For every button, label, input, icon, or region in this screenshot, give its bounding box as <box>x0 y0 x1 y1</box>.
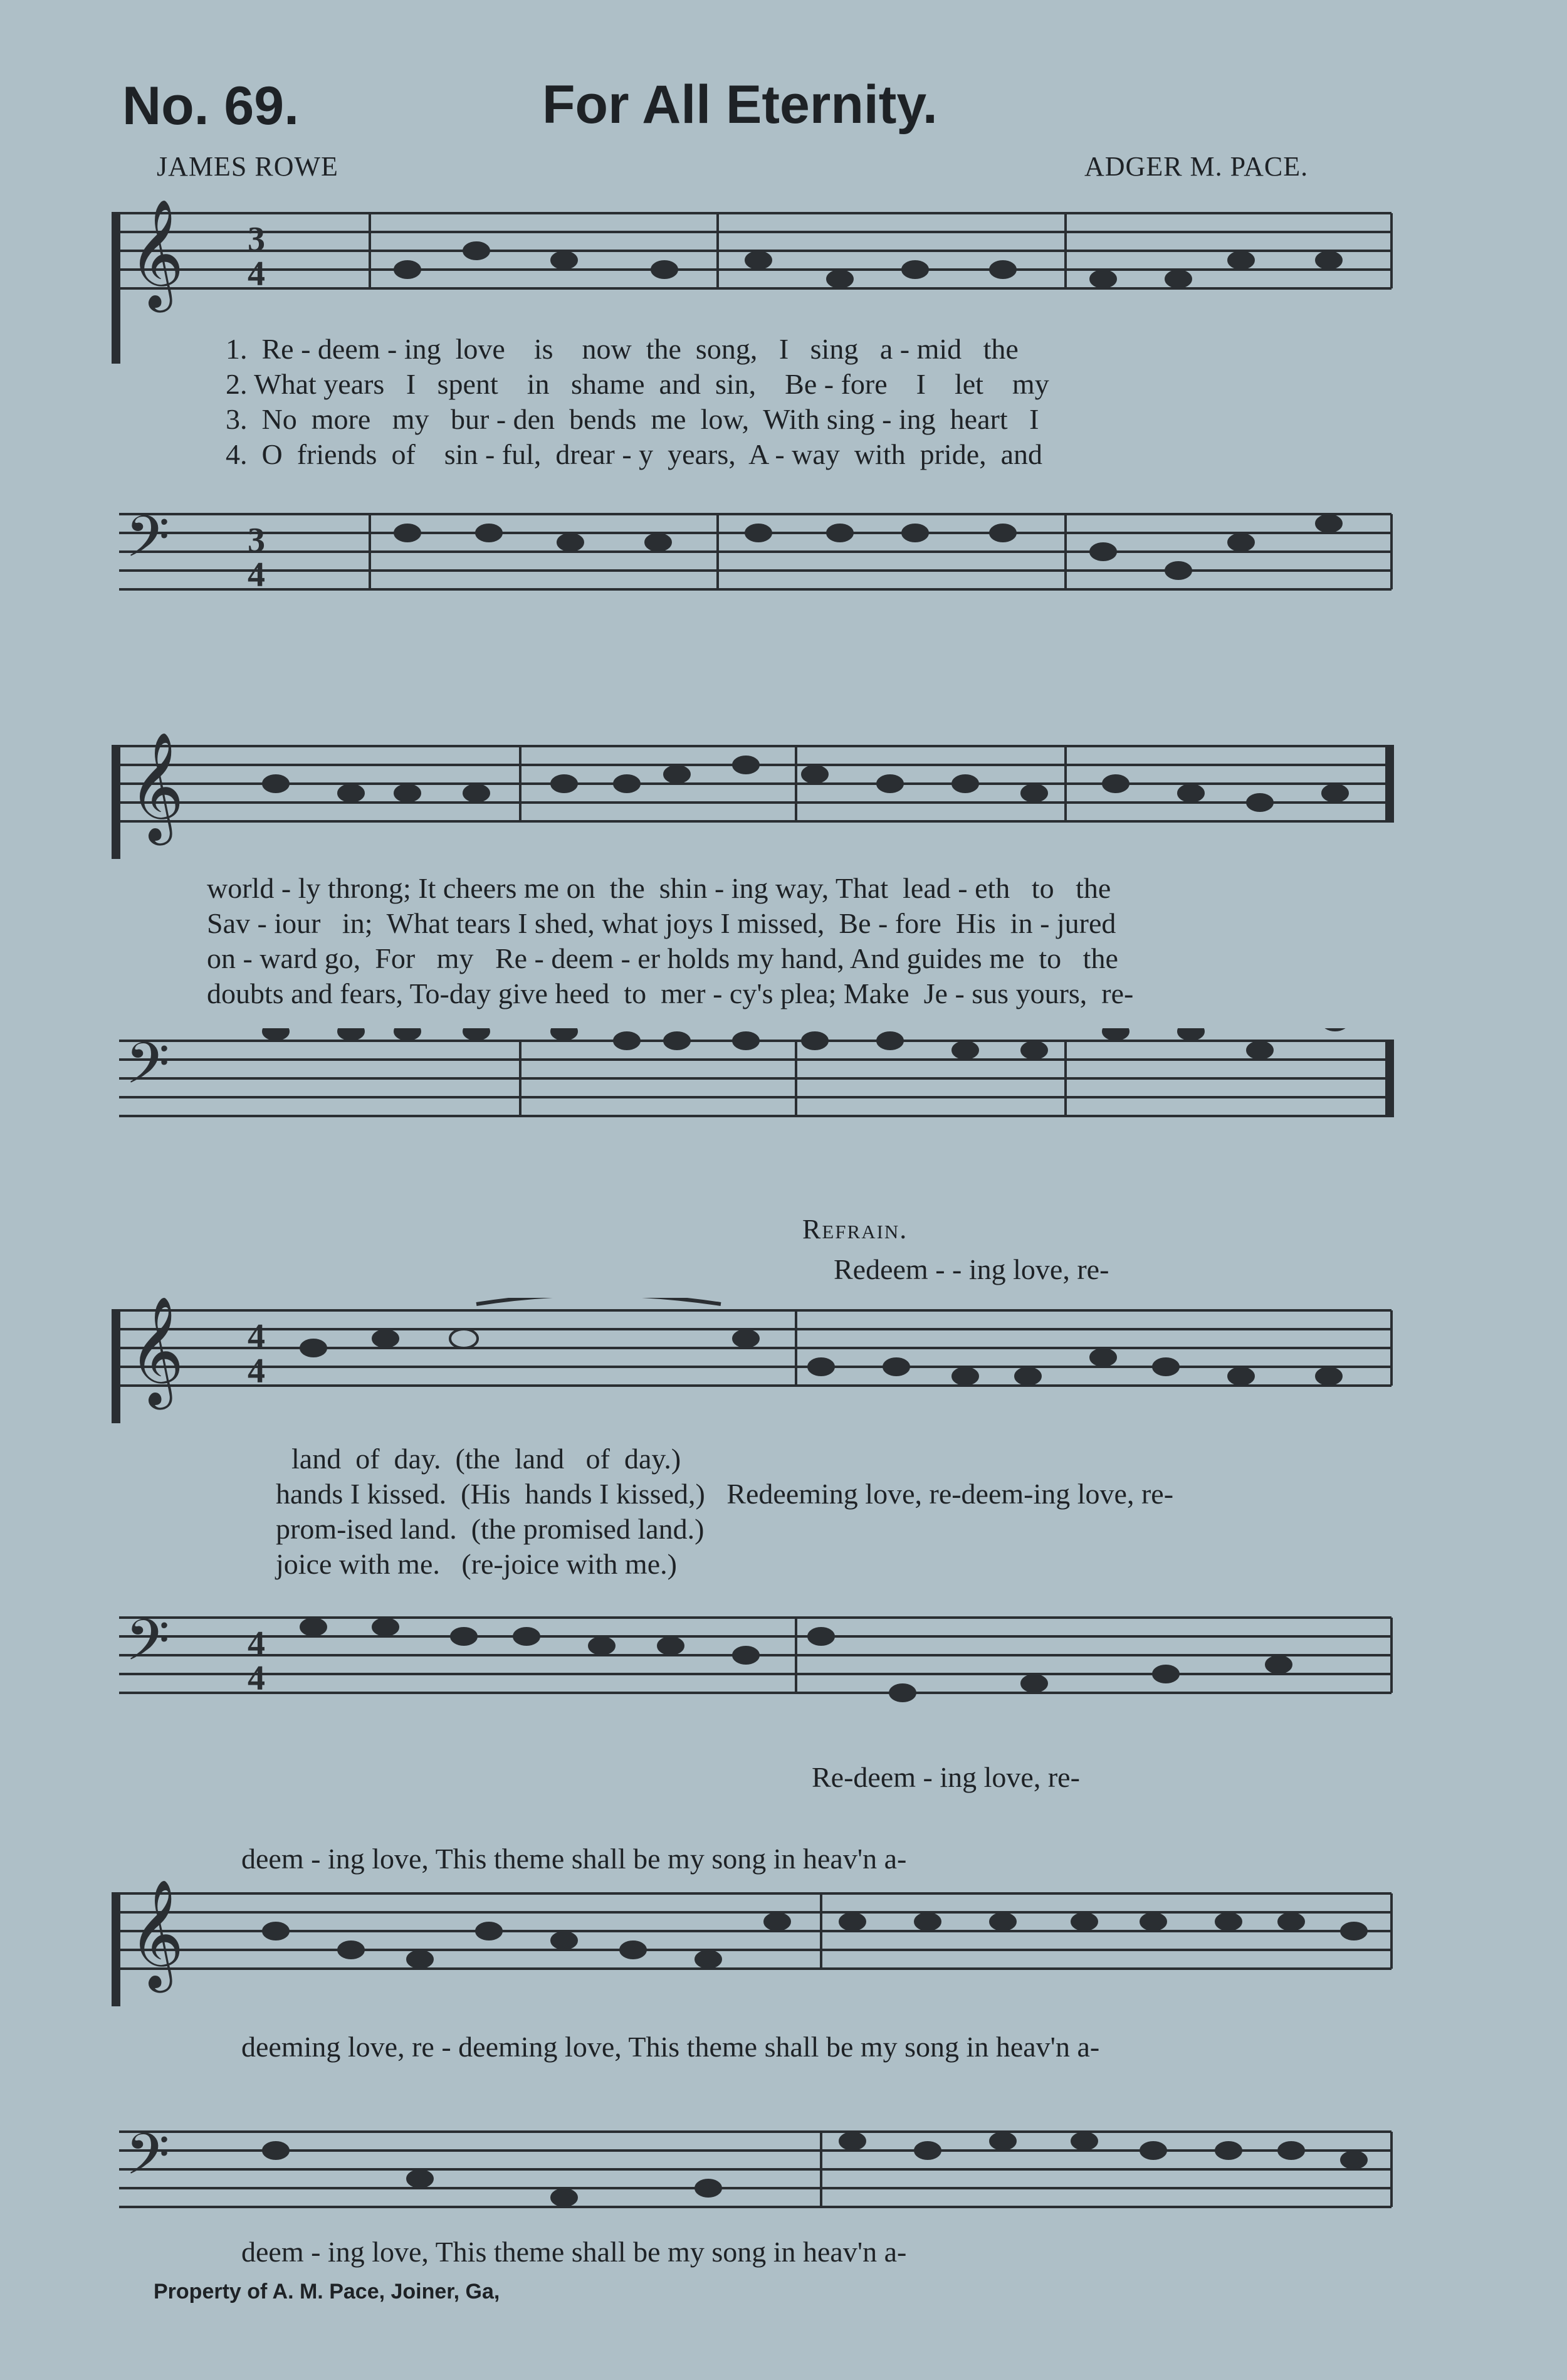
refrain-label: Refrain. <box>802 1214 908 1245</box>
system2-treble-svg <box>0 734 1567 859</box>
system1-verse1: 1. Re - deem - ing love is now the song, I sing a - mid the <box>226 333 1019 365</box>
system3-verse4: joice with me. (re-joice with me.) <box>276 1548 677 1580</box>
system4-treble-staff <box>0 1881 1567 2006</box>
system4-bass-svg <box>0 2119 1567 2232</box>
system1-verse4: 4. O friends of sin - ful, drear - y years, A - way with pride, and <box>226 438 1043 470</box>
svg-text:4: 4 <box>248 255 265 293</box>
svg-text:𝄢: 𝄢 <box>125 2121 170 2201</box>
system3-verse3: prom-ised land. (the promised land.) <box>276 1513 705 1545</box>
lyricist-credit: JAMES ROWE <box>157 151 338 182</box>
svg-text:𝄞: 𝄞 <box>128 201 184 308</box>
system4-bottom-lyrics: deem - ing love, This theme shall be my song in heav'n a- <box>241 2236 907 2268</box>
svg-text:𝄢: 𝄢 <box>125 1607 170 1687</box>
system1-bass-svg <box>0 502 1567 627</box>
svg-text:𝄞: 𝄞 <box>128 1881 184 1988</box>
svg-text:𝄞: 𝄞 <box>128 734 184 841</box>
system2-treble-staff <box>0 734 1567 859</box>
system2-verse4: doubts and fears, To-day give heed to mer - cy's plea; Make Je - sus yours, re- <box>207 977 1134 1009</box>
system2-bass-svg <box>0 1028 1567 1154</box>
svg-text:3: 3 <box>248 220 265 259</box>
svg-text:𝄢: 𝄢 <box>125 1030 170 1110</box>
footer-property-note: Property of A. M. Pace, Joiner, Ga, <box>154 2280 500 2304</box>
refrain-top-text: Redeem - - ing love, re- <box>834 1253 1109 1285</box>
system3-bass-svg <box>0 1605 1567 1730</box>
composer-credit: ADGER M. PACE. <box>1084 151 1309 182</box>
hymn-number: No. 69. <box>122 76 299 136</box>
svg-text:4: 4 <box>248 1317 265 1356</box>
system1-verse2: 2. What years I spent in shame and sin, Be - fore I let my <box>226 368 1049 400</box>
system4-treble-svg <box>0 1881 1567 2006</box>
refrain-bottom-text: Re-deem - ing love, re- <box>812 1761 1080 1793</box>
svg-text:𝄞: 𝄞 <box>128 1298 184 1405</box>
system2-verse2: Sav - iour in; What tears I shed, what joys I missed, Be - fore His in - jured <box>207 907 1116 939</box>
system2-verse3: on - ward go, For my Re - deem - er holds my hand, And guides me to the <box>207 942 1118 974</box>
hymn-title: For All Eternity. <box>542 75 938 135</box>
system3-bass-staff <box>0 1605 1567 1730</box>
system1-verse3: 3. No more my bur - den bends me low, With sing - ing heart I <box>226 403 1039 435</box>
svg-text:𝄢: 𝄢 <box>125 503 170 584</box>
system4-top-lyrics: deem - ing love, This theme shall be my song in heav'n a- <box>241 1843 907 1875</box>
system2-verse1: world - ly throng; It cheers me on the shin - ing way, That lead - eth to the <box>207 872 1111 904</box>
system2-bass-staff <box>0 1028 1567 1154</box>
system3-treble-staff <box>0 1298 1567 1423</box>
svg-text:3: 3 <box>248 521 265 560</box>
system1-bass-staff <box>0 502 1567 627</box>
svg-text:4: 4 <box>248 556 265 594</box>
system4-middle-lyrics: deeming love, re - deeming love, This theme shall be my song in heav'n a- <box>241 2031 1100 2063</box>
svg-text:4: 4 <box>248 1659 265 1698</box>
system3-verse2: hands I kissed. (His hands I kissed,) Redeeming love, re-deem-ing love, re- <box>276 1478 1174 1510</box>
svg-text:4: 4 <box>248 1624 265 1663</box>
svg-text:4: 4 <box>248 1352 265 1391</box>
system3-verse1: land of day. (the land of day.) <box>291 1443 681 1475</box>
system4-bass-staff <box>0 2119 1567 2232</box>
system3-treble-svg <box>0 1298 1567 1423</box>
